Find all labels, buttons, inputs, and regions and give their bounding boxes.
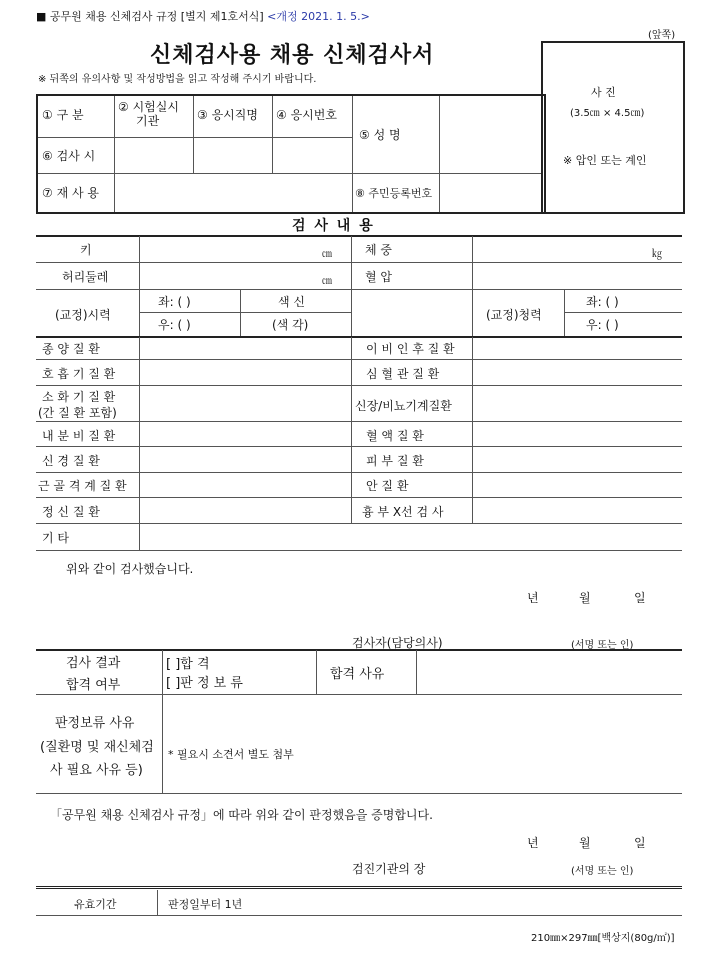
exam-section-title: 검 사 내 용 <box>292 218 375 234</box>
date-day-1: 일 <box>634 591 646 605</box>
institution-sign: (서명 또는 인) <box>571 866 634 877</box>
disease-label-digestive: 소 화 기 질 환 <box>42 390 116 404</box>
photo-label: 사 진 <box>591 86 616 99</box>
hearing-label: (교정)청력 <box>486 308 542 322</box>
pending-reason-label-2: (질환명 및 재신체검 <box>40 740 154 755</box>
date-day-2: 일 <box>634 836 646 850</box>
color-vision-label: 색 신 <box>278 295 305 309</box>
revision-note: <개정 2021. 1. 5.> <box>267 10 370 23</box>
vision-left: 좌: ( ) <box>158 295 191 309</box>
pending-reason-label-1: 판정보류 사유 <box>55 716 135 731</box>
pending-checkbox[interactable]: [ ]판 정 보 류 <box>166 676 243 691</box>
name-label: ⑤ 성 명 <box>359 128 401 142</box>
disease-label-eye: 안 질 환 <box>366 479 409 493</box>
disease-label-blood: 혈 액 질 환 <box>366 429 424 443</box>
disease-label-cardiovascular: 심 혈 관 질 환 <box>366 367 440 381</box>
disease-label-other: 기 타 <box>42 531 69 545</box>
examiner-label: 검사자(담당의사) <box>352 636 443 650</box>
validity-value: 판정일부터 1년 <box>168 898 243 911</box>
validity-label: 유효기간 <box>74 898 117 911</box>
pass-reason-label: 합격 사유 <box>330 667 385 682</box>
exam-statement: 위와 같이 검사했습니다. <box>66 562 194 576</box>
vision-label: (교정)시력 <box>55 308 111 322</box>
exam-time-label: ⑥ 검사 시 <box>42 149 96 163</box>
disease-label-endocrine: 내 분 비 질 환 <box>42 429 116 443</box>
disease-label-ent: 이 비 인 후 질 환 <box>366 342 455 356</box>
weight-unit: ㎏ <box>652 249 662 260</box>
exam-agency-label-1: ② 시험실시 <box>118 100 179 114</box>
exam-agency-label-2: 기관 <box>136 114 160 128</box>
paper-spec: 210㎜×297㎜[백상지(80g/㎡)] <box>531 933 675 944</box>
result-label-2: 합격 여부 <box>66 678 121 693</box>
disease-label-musculoskeletal: 근 골 격 계 질 환 <box>38 479 127 493</box>
attach-note: * 필요시 소견서 별도 첨부 <box>168 748 294 761</box>
form-reference: ■ 공무원 채용 신체검사 규정 [별지 제1호서식] <개정 2021. 1. 5.> <box>36 10 370 23</box>
resident-number-label: ⑧ 주민등록번호 <box>355 187 433 200</box>
date-month-2: 월 <box>579 836 591 850</box>
exam-number-label: ④ 응시번호 <box>276 108 337 122</box>
weight-label: 체 중 <box>365 243 392 257</box>
bullet-icon: ■ <box>36 10 47 23</box>
photo-seal-note: ※ 압인 또는 계인 <box>563 154 647 167</box>
form-title: 신체검사용 채용 신체검사서 <box>150 43 435 68</box>
date-month-1: 월 <box>579 591 591 605</box>
disease-label-digestive-sub: (간 질 환 포함) <box>38 406 117 420</box>
photo-box <box>541 41 685 214</box>
examiner-sign: (서명 또는 인) <box>571 640 634 651</box>
hearing-left: 좌: ( ) <box>586 295 619 309</box>
photo-size: (3.5㎝ × 4.5㎝) <box>570 108 645 119</box>
date-year-1: 년 <box>527 591 539 605</box>
blood-pressure-label: 혈 압 <box>365 270 392 284</box>
certification-statement: 「공무원 채용 신체검사 규정」에 따라 위와 같이 판정했음을 증명합니다. <box>50 808 433 822</box>
disease-label-tumor: 종 양 질 환 <box>42 342 100 356</box>
waist-unit: ㎝ <box>322 276 332 287</box>
disease-label-renal: 신장/비뇨기계질환 <box>355 399 452 413</box>
category-label: ① 구 분 <box>42 108 84 122</box>
pass-checkbox[interactable]: [ ]합 격 <box>166 657 210 672</box>
disease-label-skin: 피 부 질 환 <box>366 454 424 468</box>
result-label-1: 검사 결과 <box>66 656 121 671</box>
color-perception-label: (색 각) <box>272 318 309 332</box>
hearing-right: 우: ( ) <box>586 318 619 332</box>
position-label: ③ 응시직명 <box>197 108 258 122</box>
page-side-label: (앞쪽) <box>648 30 676 41</box>
disease-label-neurological: 신 경 질 환 <box>42 454 100 468</box>
waist-label: 허리둘레 <box>62 270 109 284</box>
height-label: 키 <box>80 243 92 257</box>
disease-label-mental: 정 신 질 환 <box>42 505 100 519</box>
institution-head-label: 검진기관의 장 <box>352 862 426 876</box>
instructions-notice: ※ 뒤쪽의 유의사항 및 작성방법을 읽고 작성해 주시기 바랍니다. <box>38 74 317 85</box>
pending-reason-label-3: 사 필요 사유 등) <box>50 763 143 778</box>
reemployment-label: ⑦ 재 사 용 <box>42 186 99 200</box>
disease-label-respiratory: 호 흡 기 질 환 <box>42 367 116 381</box>
disease-label-chest-xray: 흉 부 X선 검 사 <box>362 505 444 519</box>
vision-right: 우: ( ) <box>158 318 191 332</box>
date-year-2: 년 <box>527 836 539 850</box>
height-unit: ㎝ <box>322 249 332 260</box>
